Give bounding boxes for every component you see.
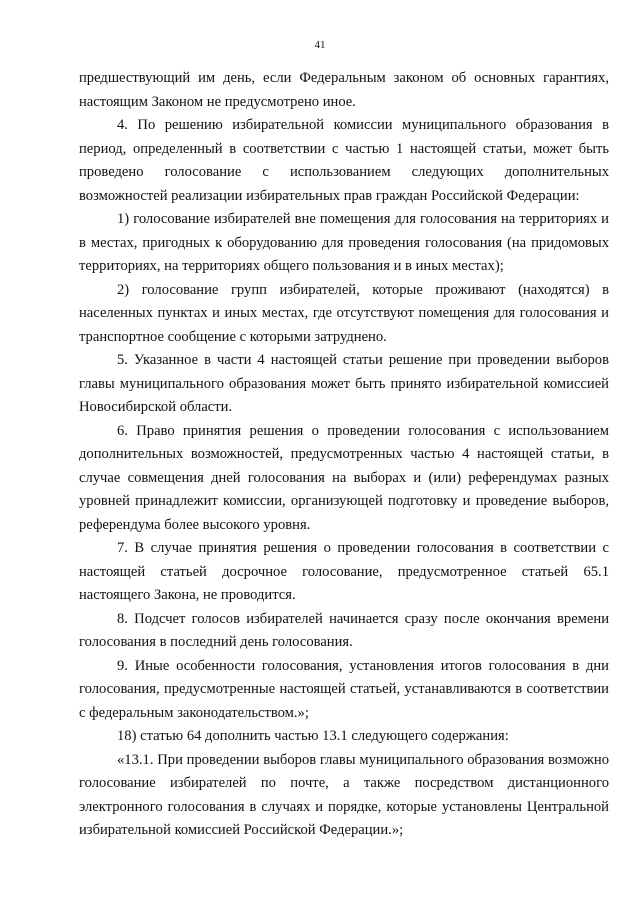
paragraph-item-8: 8. Подсчет голосов избирателей начинается сразу после окончания времени голосования в последний день голосования. xyxy=(79,610,609,650)
page-number: 41 xyxy=(314,39,326,51)
paragraph-subitem-2: 2) голосование групп избирателей, которые проживают (находятся) в населенных пунктах и иных местах, где отсутствуют помещения для голосования и транспортное сообщение с которыми затруднено. xyxy=(79,281,609,345)
document-body xyxy=(79,67,609,843)
paragraph-item-6: 6. Право принятия решения о проведении голосования с использованием дополнительных возможностей, предусмотренных частью 4 настоящей статьи, в случае совмещения дней голосования на выборах и (или) референдумах разных уровней принадлежит комиссии, организующей подготовку и проведение выборов, референдума более высокого уровня. xyxy=(79,422,609,533)
paragraph-continuation: предшествующий им день, если Федеральным законом об основных гарантиях, настоящим Законом не предусмотрено иное. xyxy=(79,70,609,110)
paragraph-item-7: 7. В случае принятия решения о проведении голосования в соответствии с настоящей статьей досрочное голосование, предусмотренное статьей 65.1 настоящего Закона, не проводится. xyxy=(79,540,609,603)
paragraph-item-5: 5. Указанное в части 4 настоящей статьи решение при проведении выборов главы муниципального образования может быть принято избирательной комиссией Новосибирской области. xyxy=(79,352,609,415)
paragraph-subitem-1: 1) голосование избирателей вне помещения для голосования на территориях и в местах, пригодных к оборудованию для проведения голосования (на придомовых территориях, на территориях общего пользования и в иных местах); xyxy=(79,211,609,274)
paragraph-item-4: 4. По решению избирательной комиссии муниципального образования в период, определенный в соответствии с частью 1 настоящей статьи, может быть проведено голосование с использованием следующих дополнительных возможностей реализации избирательных прав граждан Российской Федерации: xyxy=(79,117,609,204)
paragraph-item-9: 9. Иные особенности голосования, установления итогов голосования в дни голосования, предусмотренные настоящей статьей, устанавливаются в соответствии с федеральным законодательством.»; xyxy=(79,657,609,721)
paragraph-part-13-1: «13.1. При проведении выборов главы муниципального образования возможно голосование избирателей по почте, а также посредством дистанционного электронного голосования в случаях и порядке, которые установлены Центральной избирательной комиссией Российской Федерации.»; xyxy=(79,751,609,838)
paragraph-amendment-18: 18) статью 64 дополнить частью 13.1 следующего содержания: xyxy=(117,728,509,744)
